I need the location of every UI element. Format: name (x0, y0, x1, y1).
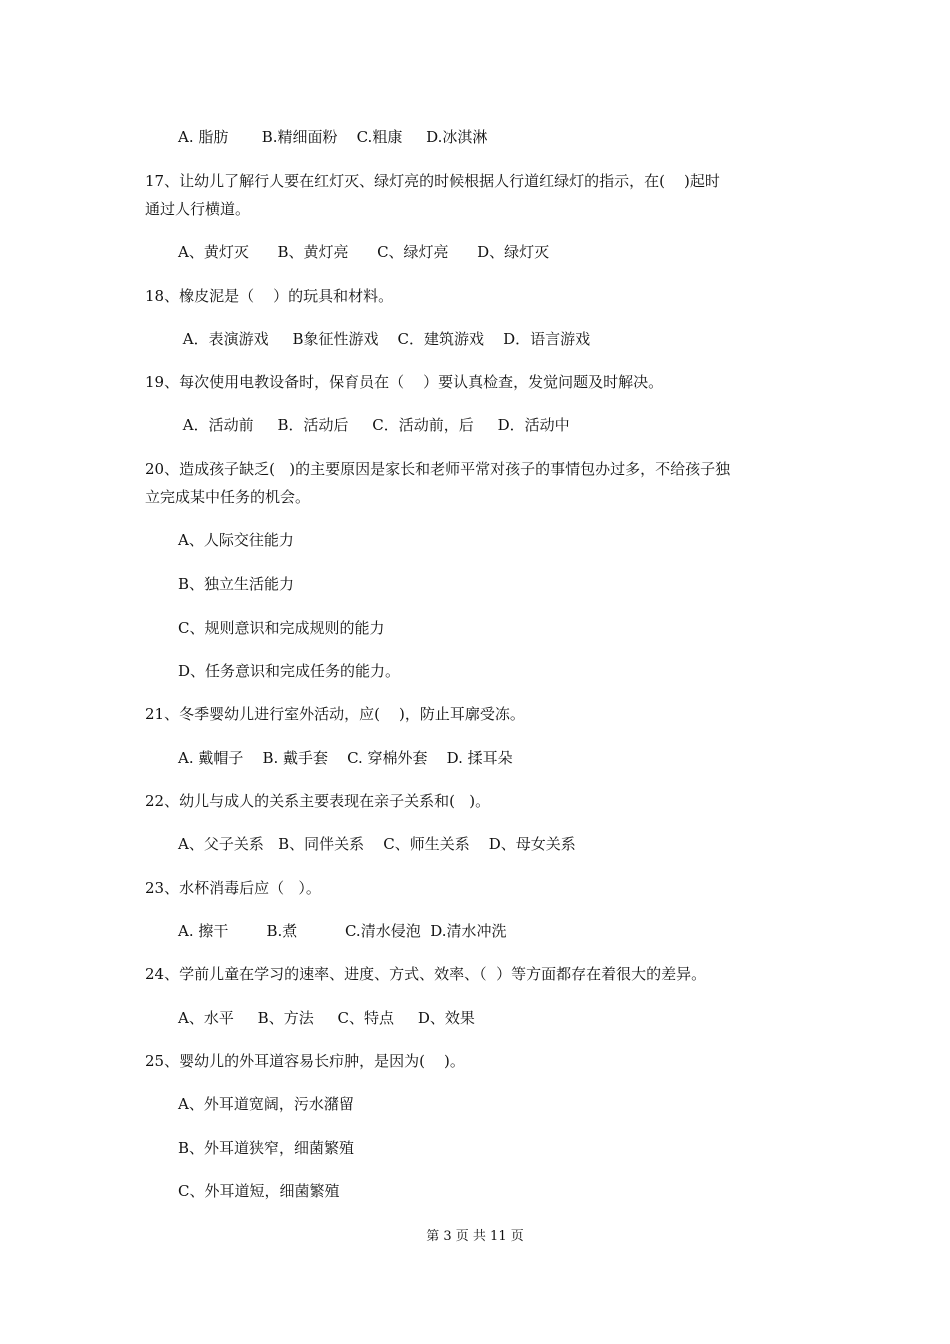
q25-question: 25、婴幼儿的外耳道容易长疖肿，是因为( )。 (145, 1052, 465, 1070)
q20-option-d: D、任务意识和完成任务的能力。 (178, 662, 401, 680)
q18-options: A．表演游戏 B象征性游戏 C．建筑游戏 D．语言游戏 (178, 330, 591, 348)
q20-option-a: A、人际交往能力 (178, 531, 294, 549)
q17-options: A、黄灯灭 B、黄灯亮 C、绿灯亮 D、绿灯灭 (178, 243, 550, 261)
q20-option-b: B、独立生活能力 (178, 575, 295, 593)
page-footer: 第 3 页 共 11 页 (426, 1229, 524, 1244)
q25-option-b: B、外耳道狭窄，细菌繁殖 (178, 1139, 355, 1157)
q22-options: A、父子关系 B、同伴关系 C、师生关系 D、母女关系 (178, 835, 576, 853)
q18-question: 18、橡皮泥是（ ）的玩具和材料。 (145, 287, 394, 305)
q24-question: 24、学前儿童在学习的速率、进度、方式、效率、（ ）等方面都存在着很大的差异。 (145, 965, 707, 983)
q21-question: 21、冬季婴幼儿进行室外活动，应( )，防止耳廓受冻。 (145, 705, 525, 723)
q23-question: 23、水杯消毒后应（ ）。 (145, 879, 321, 897)
q16-options: A. 脂肪 B.精细面粉 C.粗康 D.冰淇淋 (178, 128, 488, 146)
q23-options: A. 擦干 B.煮 C.清水侵泡 D.清水冲洗 (178, 922, 507, 940)
q20-question: 20、造成孩子缺乏( )的主要原因是家长和老师平常对孩子的事情包办过多，不给孩子独 (145, 460, 731, 478)
q25-option-c: C、外耳道短，细菌繁殖 (178, 1182, 340, 1200)
q19-question: 19、每次使用电教设备时，保育员在（ ）要认真检查，发觉问题及时解决。 (145, 373, 664, 391)
q19-options: A．活动前 B．活动后 C．活动前，后 D．活动中 (178, 416, 570, 434)
q20-question-cont: 立完成某中任务的机会。 (145, 488, 311, 506)
q22-question: 22、幼儿与成人的关系主要表现在亲子关系和( )。 (145, 792, 491, 810)
q24-options: A、水平 B、方法 C、特点 D、效果 (178, 1009, 475, 1027)
q20-option-c: C、规则意识和完成规则的能力 (178, 619, 385, 637)
q17-question: 17、让幼儿了解行人要在红灯灭、绿灯亮的时候根据人行道红绿灯的指示，在( )起时 (145, 172, 720, 190)
q25-option-a: A、外耳道宽阔，污水潴留 (178, 1095, 354, 1113)
q17-question-cont: 通过人行横道。 (145, 200, 251, 218)
q21-options: A. 戴帽子 B. 戴手套 C. 穿棉外套 D. 揉耳朵 (178, 749, 513, 767)
